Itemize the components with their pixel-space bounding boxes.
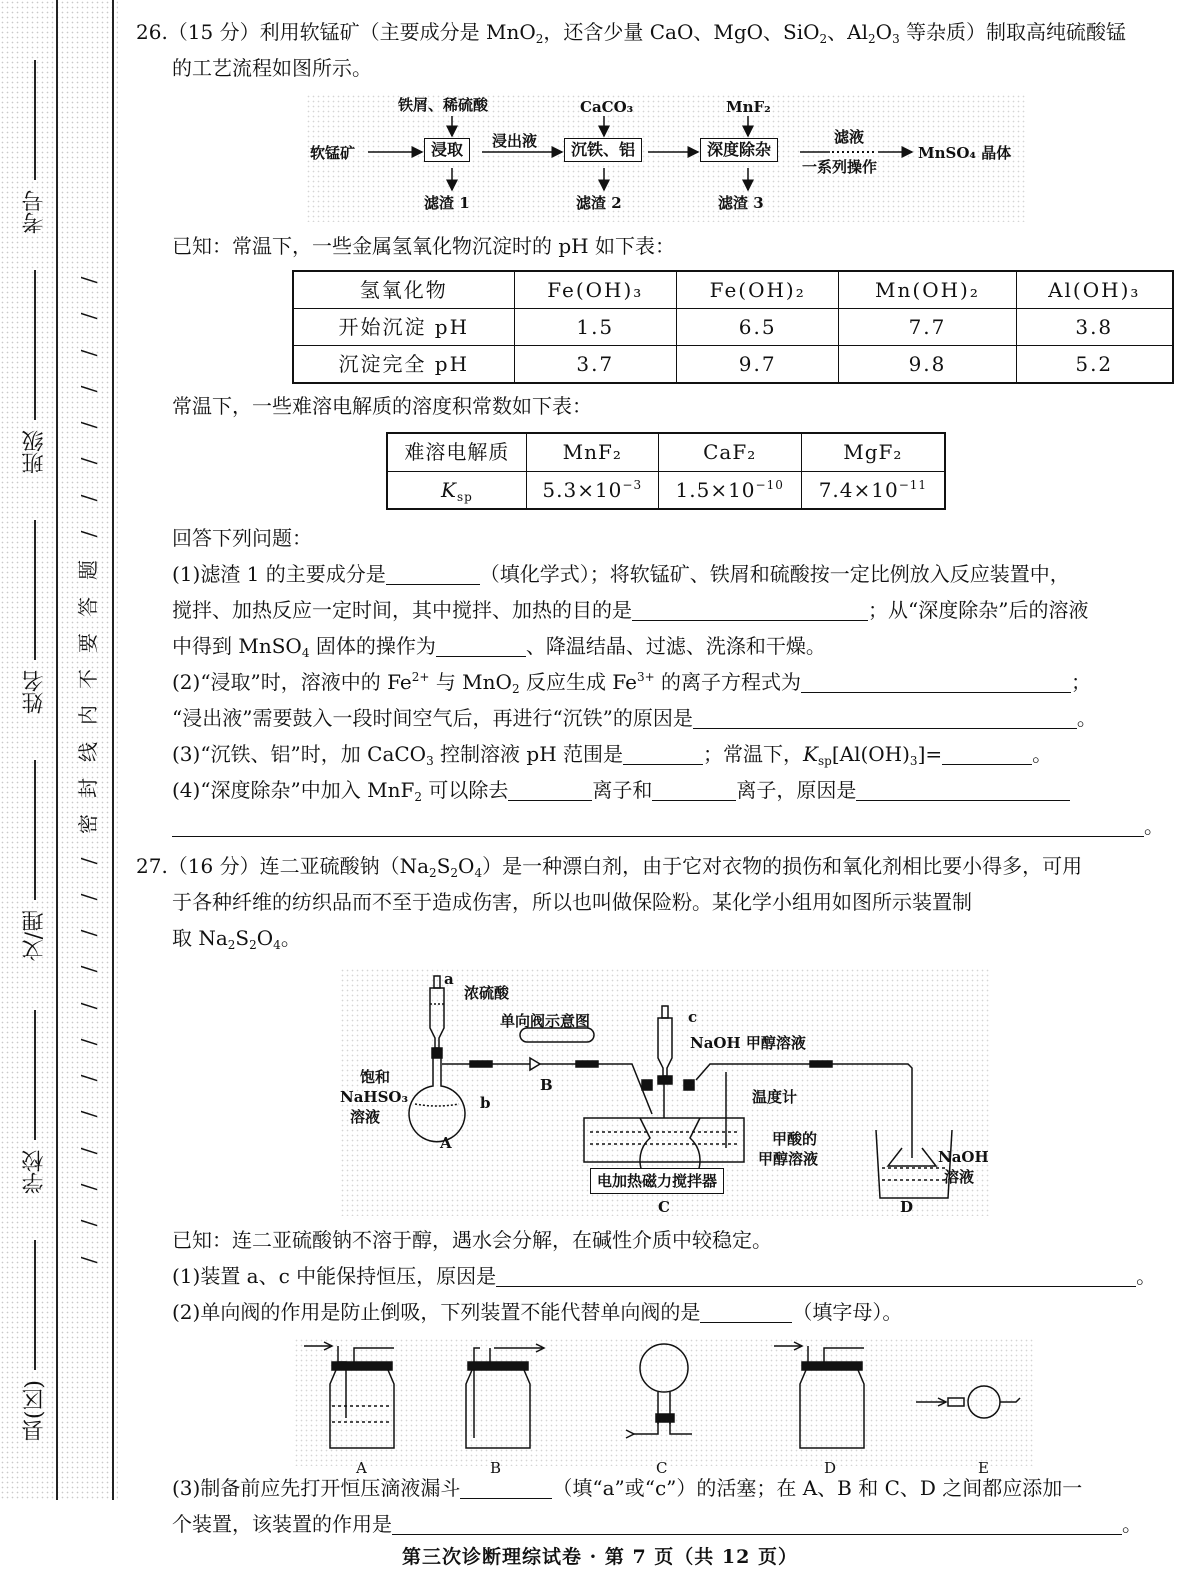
flow-product: MnSO₄ 晶体	[918, 144, 1012, 162]
text: 26.（15 分）利用软锰矿（主要成分是 MnO	[136, 20, 536, 44]
q27-stem-line2: 于各种纤维的纺织品而不至于造成伤害，所以也叫做保险粉。某化学小组用如图所示装置制	[172, 890, 972, 914]
table-cell: 1.5	[514, 309, 676, 346]
q26-part1-line2	[136, 592, 1168, 628]
answer-blank[interactable]	[801, 667, 1071, 693]
answer-blank[interactable]	[942, 739, 1032, 765]
q26-stem	[136, 14, 1168, 50]
bottle-label: B	[490, 1459, 502, 1477]
text: 搅拌、加热反应一定时间，其中搅拌、加热的目的是	[172, 598, 632, 622]
text: 。	[1144, 814, 1164, 838]
seal-char: /	[76, 312, 100, 320]
exponent: −11	[898, 477, 928, 492]
text: ；	[1071, 670, 1091, 694]
exponent: −3	[622, 477, 643, 492]
seal-char: /	[76, 965, 100, 973]
field-underline	[34, 760, 36, 900]
seal-char: 题	[76, 560, 100, 581]
flow-reagent: 铁屑、稀硫酸	[398, 96, 489, 114]
table-cell: MgF₂	[801, 433, 945, 471]
flow-step: 深度除杂	[700, 138, 778, 162]
flow-residue: 滤渣 3	[718, 194, 764, 212]
text: 的离子方程式为	[654, 670, 801, 694]
label-C: C	[658, 1198, 670, 1216]
text: 。	[280, 926, 301, 950]
q27-part3	[136, 1470, 1168, 1506]
table-cell: 9.8	[839, 346, 1016, 384]
label-conc-acid: 浓硫酸	[464, 984, 510, 1002]
seal-char: /	[76, 929, 100, 937]
text: 离子和	[592, 778, 653, 802]
flow-residue: 滤渣 2	[576, 194, 622, 212]
subscript: 2	[450, 866, 459, 880]
label-c: c	[688, 1008, 698, 1026]
seal-char: /	[76, 893, 100, 901]
table-cell	[658, 471, 801, 509]
text: (4)“深度除杂”中加入 MnF	[172, 778, 415, 802]
text: S	[235, 926, 250, 950]
text: (3)制备前应先打开恒压滴液漏斗	[172, 1476, 461, 1500]
subscript: 2	[414, 790, 423, 804]
bottle-label: C	[656, 1459, 668, 1477]
flow-intermediate: 浸出液	[492, 132, 538, 150]
seal-char: /	[76, 857, 100, 864]
seal-char: 密	[76, 814, 100, 835]
table-cell: 开始沉淀 pH	[293, 309, 514, 346]
text: 。	[1136, 1264, 1157, 1288]
subscript: 2	[249, 938, 257, 952]
subscript: 3	[426, 754, 434, 768]
seal-char: /	[76, 385, 100, 393]
answer-blank[interactable]	[172, 811, 1144, 837]
answer-blank[interactable]	[460, 1473, 552, 1499]
seal-char: 答	[76, 596, 100, 617]
table-cell: 氢氧化物	[293, 271, 514, 309]
q26-part1	[136, 556, 1168, 592]
table-cell: Fe(OH)₃	[514, 271, 676, 309]
label-naoh-methanol: NaOH 甲醇溶液	[690, 1034, 806, 1052]
margin-line	[112, 0, 114, 1500]
text: 、Al	[827, 20, 869, 44]
text: “浸出液”需要鼓入一段时间空气后，再进行“沉铁”的原因是	[172, 706, 693, 730]
q26-part2	[136, 664, 1168, 700]
table-cell	[387, 471, 526, 509]
text: 中得到 MnSO	[172, 634, 302, 658]
text: (1)装置 a、c 中能保持恒压，原因是	[172, 1264, 497, 1288]
superscript: 3+	[636, 670, 655, 684]
table-header-row	[293, 271, 1173, 309]
label-formic-methanol: 甲醇溶液	[758, 1150, 819, 1168]
field-name[interactable]	[18, 520, 52, 714]
q26-part4	[136, 772, 1168, 808]
mantissa: 7.4×10	[818, 477, 899, 502]
text: (2)“浸取”时，溶液中的 Fe	[172, 670, 412, 694]
seal-char: /	[76, 530, 100, 538]
question-content	[136, 14, 1168, 1542]
seal-char: 内	[76, 705, 100, 726]
field-class[interactable]	[18, 270, 52, 474]
table-cell: 3.7	[514, 346, 676, 384]
seal-char: /	[76, 1074, 100, 1082]
subscript: 2	[819, 32, 828, 46]
table-header-row	[387, 433, 945, 471]
field-arts-science[interactable]	[18, 760, 52, 961]
mantissa: 5.3×10	[542, 477, 623, 502]
q26-part2-line2	[136, 700, 1168, 736]
table-cell: Fe(OH)₂	[676, 271, 838, 309]
subscript: 4	[474, 866, 483, 880]
table-row	[293, 309, 1173, 346]
exponent: −10	[755, 477, 784, 492]
label-solution: 溶液	[350, 1108, 381, 1126]
bottle-label: E	[978, 1459, 989, 1477]
flow-intermediate: 滤液	[834, 128, 865, 146]
flow-reagent: MnF₂	[726, 98, 771, 116]
label-saturated: 饱和	[360, 1068, 391, 1086]
q27-part3-line2	[136, 1506, 1168, 1542]
text: 。	[1076, 706, 1097, 730]
process-flow-chart	[306, 94, 1026, 222]
answer-blank[interactable]	[700, 1297, 792, 1323]
label-B: B	[540, 1076, 553, 1094]
subscript: 3	[909, 754, 918, 768]
text: 离子，原因是	[736, 778, 857, 802]
bottle-label: D	[824, 1459, 837, 1477]
text: 与 MnO	[429, 670, 512, 694]
answer-blank[interactable]	[693, 703, 1077, 729]
text: ；常温下，	[703, 742, 804, 766]
seal-char: /	[76, 1256, 100, 1263]
ksp-table	[386, 432, 946, 510]
text: 控制溶液 pH 范围是	[433, 742, 624, 766]
subscript: 4	[301, 646, 310, 660]
table-cell	[801, 471, 945, 509]
answer-blank[interactable]	[496, 1261, 1136, 1287]
label-nahso3: NaHSO₃	[340, 1088, 409, 1106]
flow-operations: 一系列操作	[802, 158, 878, 176]
seal-char: /	[76, 1038, 100, 1046]
label-b: b	[480, 1094, 491, 1112]
label-a: a	[444, 970, 454, 988]
seal-char: /	[76, 276, 100, 284]
flow-start: 软锰矿	[310, 144, 356, 162]
seal-char: /	[76, 421, 100, 429]
label-stirrer: 电加热磁力搅拌器	[590, 1168, 724, 1194]
field-label: 班级	[22, 430, 47, 474]
answer-blank[interactable]	[632, 595, 868, 621]
hydroxide-ph-table	[292, 270, 1174, 384]
answer-blank[interactable]	[508, 775, 592, 801]
q26-part1-line3	[136, 628, 1168, 664]
text: 。	[1122, 1512, 1142, 1536]
table-cell: Al(OH)₃	[1016, 271, 1173, 309]
field-underline	[34, 520, 36, 660]
table-cell: 6.5	[676, 309, 838, 346]
table-cell: MnF₂	[526, 433, 658, 471]
table-cell	[526, 471, 658, 509]
label-naoh: NaOH	[938, 1148, 989, 1166]
label-formic: 甲酸的	[772, 1130, 818, 1148]
text: [Al(OH)	[831, 742, 910, 766]
subscript: 2	[868, 32, 876, 46]
table-cell: Mn(OH)₂	[839, 271, 1016, 309]
seal-char: /	[76, 349, 100, 356]
text: 27.（16 分）连二亚硫酸钠（Na	[136, 854, 430, 878]
ksp-symbol: K	[803, 742, 818, 766]
table-cell: 9.7	[676, 346, 838, 384]
text: （填“a”或“c”）的活塞；在 A、B 和 C、D 之间都应添加一	[552, 1476, 1083, 1500]
label-A: A	[440, 1134, 452, 1152]
apparatus-figure	[340, 968, 990, 1216]
text: 。	[1032, 742, 1053, 766]
table-cell: 5.2	[1016, 346, 1173, 384]
table-row	[387, 471, 945, 509]
table-cell: CaF₂	[658, 433, 801, 471]
text: 反应生成 Fe	[519, 670, 637, 694]
text: (3)“沉铁、铝”时，加 CaCO	[172, 742, 427, 766]
margin-line	[56, 0, 58, 1500]
label-naoh-solution: 溶液	[944, 1168, 975, 1186]
label-thermometer: 温度计	[752, 1088, 798, 1106]
text: ，还含少量 CaO、MgO、SiO	[543, 20, 820, 44]
text: O	[458, 854, 475, 878]
text: ；从“深度除杂”后的溶液	[868, 598, 1089, 622]
seal-char: /	[76, 458, 100, 465]
seal-char: /	[76, 1147, 100, 1155]
q27-stem	[136, 848, 1168, 884]
text: （填化学式）；将软锰矿、铁屑和硫酸按一定比例放入反应装置中，	[479, 562, 1070, 586]
superscript: 2+	[411, 670, 430, 684]
subscript: sp	[456, 489, 473, 504]
seal-char: 封	[76, 777, 100, 798]
field-county[interactable]	[18, 1240, 52, 1441]
seal-char: 线	[76, 741, 100, 762]
q26-part3	[136, 736, 1168, 772]
text: 个装置，该装置的作用是	[172, 1512, 392, 1536]
field-label: 文/理	[22, 910, 47, 962]
text: 等杂质）制取高纯硫酸锰	[899, 20, 1127, 44]
flow-step: 浸取	[424, 138, 470, 162]
seal-char: /	[76, 1183, 100, 1191]
text: S	[436, 854, 451, 878]
mantissa: 1.5×10	[675, 477, 756, 502]
answer-blank[interactable]	[652, 775, 736, 801]
known-condition: 常温下，一些难溶电解质的溶度积常数如下表：	[172, 394, 592, 418]
q27-part1	[136, 1258, 1168, 1294]
label-D: D	[900, 1198, 914, 1216]
flow-step: 沉铁、铝	[564, 138, 642, 162]
known-condition: 已知：连二亚硫酸钠不溶于醇，遇水会分解，在碱性介质中较稳定。	[172, 1228, 772, 1252]
text: 固体的操作为	[309, 634, 436, 658]
q26-stem-line2: 的工艺流程如图所示。	[172, 56, 372, 80]
field-label: 姓名	[22, 670, 47, 714]
seal-line-text	[68, 270, 108, 1270]
table-row	[293, 346, 1173, 384]
text: (2)单向阀的作用是防止倒吸，下列装置不能代替单向阀的是	[172, 1300, 701, 1324]
answer-blank[interactable]	[386, 559, 480, 585]
field-exam-number[interactable]	[18, 60, 52, 234]
field-underline	[34, 1240, 36, 1370]
ksp-symbol: K	[441, 477, 457, 502]
field-label: 县(区)	[22, 1380, 47, 1442]
subscript: sp	[817, 754, 832, 768]
subscript: 2	[429, 866, 437, 880]
seal-char: /	[76, 494, 100, 502]
text: （填字母）。	[792, 1300, 903, 1324]
answer-intro: 回答下列问题：	[172, 526, 312, 550]
answer-blank[interactable]	[392, 1509, 1122, 1535]
subscript: 2	[535, 32, 544, 46]
field-underline	[34, 60, 36, 180]
field-label: 考号	[22, 190, 47, 234]
text: O	[875, 20, 893, 44]
subscript: 3	[892, 32, 900, 46]
q26-part4-line2	[136, 808, 1168, 844]
text: 取 Na	[172, 926, 228, 950]
field-underline	[34, 270, 36, 420]
bottles-drawing	[294, 1338, 1034, 1466]
subscript: 2	[227, 938, 236, 952]
text: O	[256, 926, 274, 950]
seal-char: 要	[76, 632, 100, 653]
text: 可以除去	[422, 778, 509, 802]
table-cell: 沉淀完全 pH	[293, 346, 514, 384]
field-underline	[34, 1010, 36, 1140]
bottle-label: A	[356, 1459, 367, 1477]
text: (1)滤渣 1 的主要成分是	[172, 562, 386, 586]
table-cell: 难溶电解质	[387, 433, 526, 471]
flow-reagent: CaCO₃	[580, 98, 634, 116]
table-cell: 3.8	[1016, 309, 1173, 346]
label-check-valve: 单向阀示意图	[500, 1012, 591, 1030]
valve-alternatives-figure	[294, 1338, 1034, 1477]
field-school[interactable]	[18, 1010, 52, 1194]
answer-blank[interactable]	[623, 739, 703, 765]
flow-residue: 滤渣 1	[424, 194, 470, 212]
binding-margin	[0, 0, 118, 1500]
q27-part2	[136, 1294, 1168, 1330]
field-label: 学校	[22, 1150, 47, 1194]
seal-char: 不	[76, 669, 100, 690]
q27-stem-line3	[136, 920, 1168, 956]
table-cell: 7.7	[839, 309, 1016, 346]
answer-blank[interactable]	[856, 775, 1070, 801]
text: ）是一种漂白剂，由于它对衣物的损伤和氧化剂相比要小得多，可用	[482, 854, 1083, 878]
text: ]=	[917, 742, 943, 766]
subscript: 4	[273, 938, 281, 952]
subscript: 2	[511, 682, 520, 696]
page-footer: 第三次诊断理综试卷 · 第 7 页（共 12 页）	[402, 1546, 798, 1568]
seal-char: /	[76, 1111, 100, 1118]
text: 、降温结晶、过滤、洗涤和干燥。	[525, 634, 826, 658]
known-condition: 已知：常温下，一些金属氢氧化物沉淀时的 pH 如下表：	[172, 234, 675, 258]
answer-blank[interactable]	[436, 631, 526, 657]
seal-char: /	[76, 1002, 100, 1009]
seal-char: /	[76, 1219, 100, 1227]
